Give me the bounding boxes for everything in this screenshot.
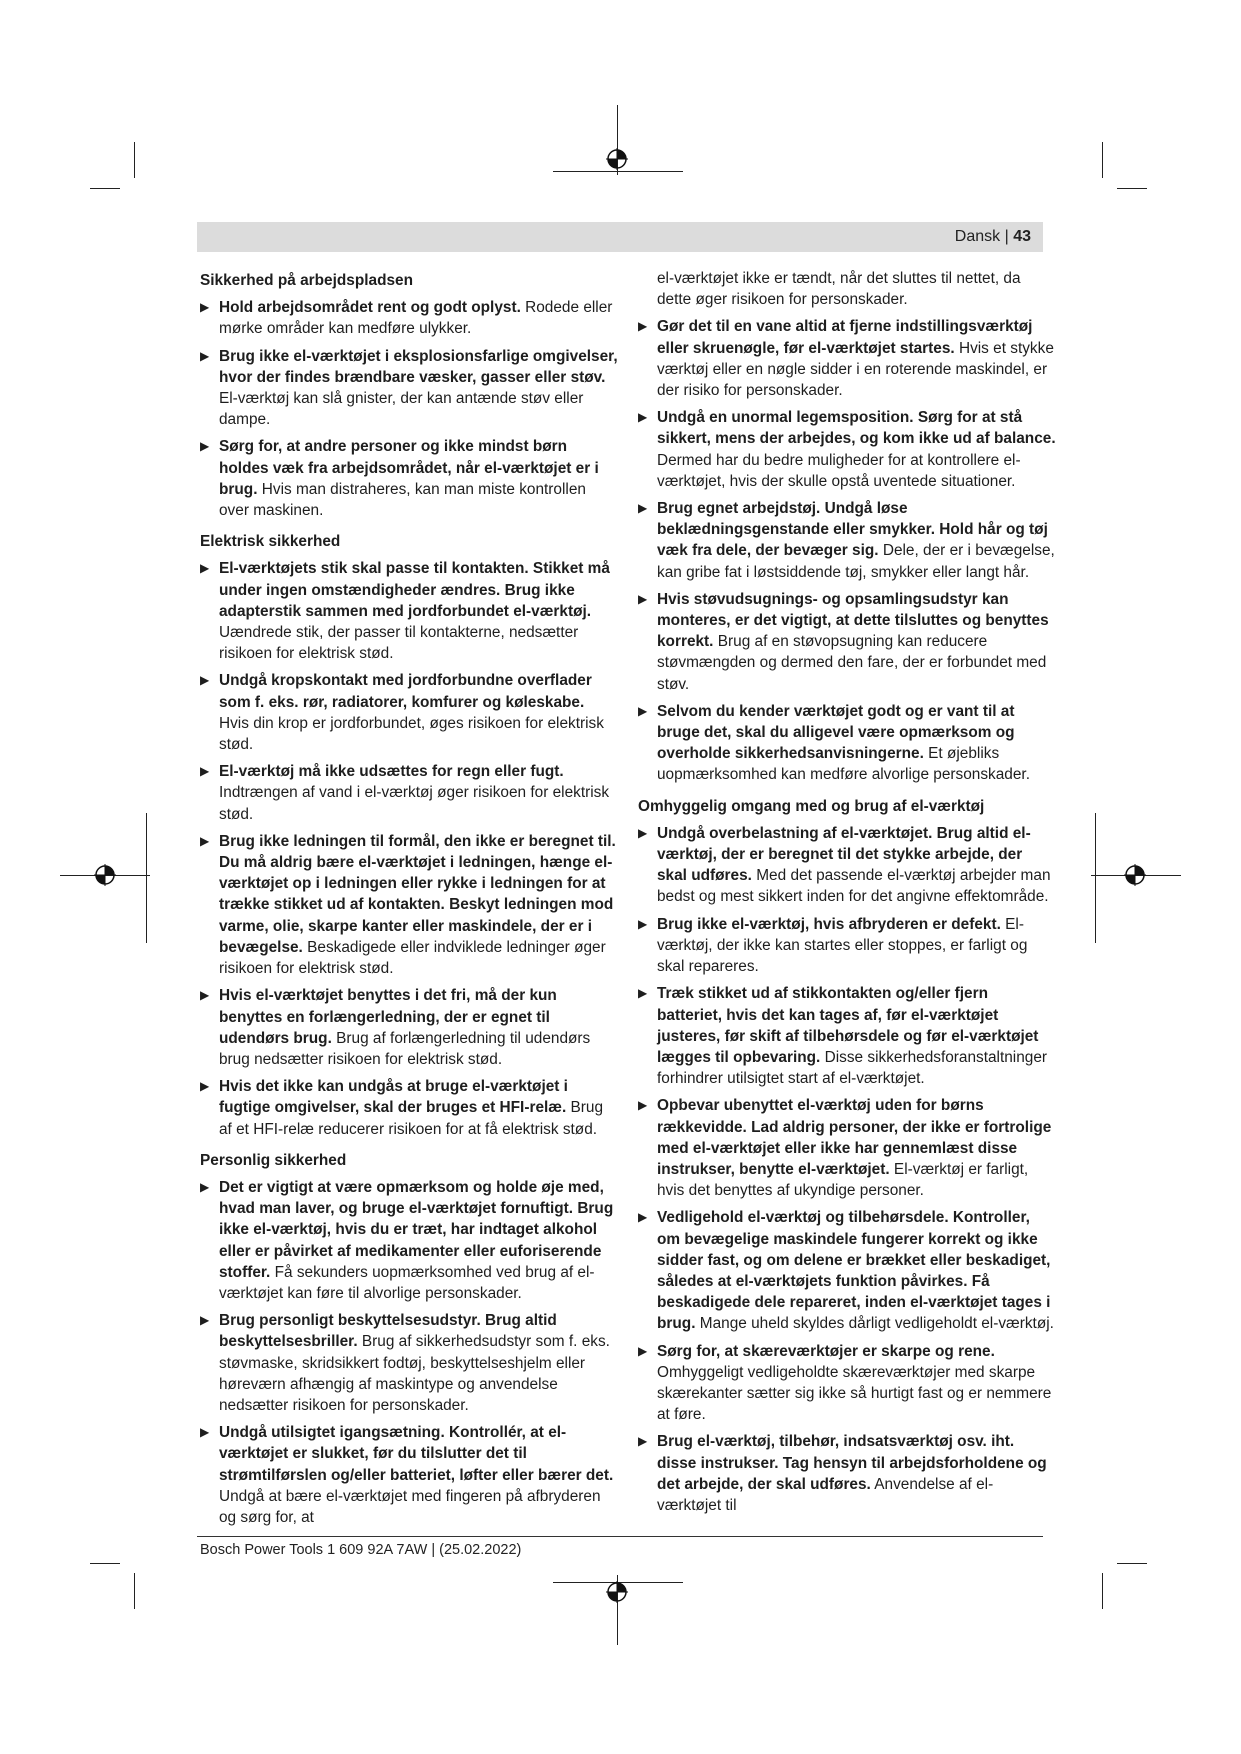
list-item	[638, 589, 1056, 695]
reg-top-h	[553, 171, 683, 172]
registration-target-icon	[606, 1581, 628, 1603]
bullet-triangle-icon: ▶	[200, 988, 210, 1003]
registration-target-icon	[606, 148, 628, 170]
registration-target-icon	[1124, 864, 1146, 886]
reg-left-v	[146, 813, 147, 943]
instruction-bold: Vedligehold el-værktøj og tilbehørsdele. Kontroller, om bevægelige maskindele fungerer korrekt og ikke sidder fast, og om delene er brækket eller beskadiget, således at el-værktøjets funktion påvirkes. Få beskadigede dele repareret, inden el-værktøjet tages i brug.	[657, 1209, 1051, 1333]
reg-right-v	[1095, 813, 1096, 943]
bullet-triangle-icon: ▶	[200, 1179, 210, 1194]
bullet-list	[200, 1177, 618, 1528]
instruction-bold: Opbevar ubenyttet el-værktøj uden for børns rækkevidde. Lad aldrig personer, der ikke er fortrolige med el-værktøjet eller ikke har gennemlæst disse instrukser, benytte el-værktøjet.	[657, 1097, 1052, 1178]
list-item	[638, 1095, 1056, 1201]
bullet-list	[638, 823, 1056, 1516]
instruction-explanation: Omhyggeligt vedligeholdte skæreværktøjer med skarpe skærekanter sætter sig ikke så hurtigt fast og er nemmere at føre.	[657, 1363, 1052, 1424]
list-item	[200, 1177, 618, 1304]
crop-mark-top-right-h	[1117, 188, 1147, 189]
section-heading: Personlig sikkerhed	[200, 1151, 347, 1169]
instruction-bold: Træk stikket ud af stikkontakten og/eller fjern batteriet, hvis det kan tages af, før el-værktøjet justeres, før skift af tilbehørsdele og før el-værktøjet lægges til opbevaring.	[657, 985, 1039, 1066]
instruction-explanation: Brug af forlængerledning til udendørs brug nedsætter risikoen for elektrisk stød.	[219, 1029, 591, 1068]
bullet-triangle-icon: ▶	[638, 1343, 648, 1358]
instruction-explanation: Beskadigede eller indviklede ledninger øger risikoen for elektrisk stød.	[219, 938, 606, 978]
header-separator: |	[1004, 228, 1009, 245]
crop-mark-top-right-v	[1102, 142, 1103, 178]
bullet-triangle-icon: ▶	[638, 1434, 648, 1449]
bullet-triangle-icon: ▶	[638, 591, 648, 606]
list-item	[200, 297, 618, 339]
bullet-triangle-icon: ▶	[638, 1098, 648, 1113]
bullet-triangle-icon: ▶	[638, 703, 648, 718]
list-item	[638, 914, 1056, 978]
page-header	[197, 222, 1043, 252]
instruction-bold: Undgå en unormal legemsposition. Sørg for at stå sikkert, mens der arbejdes, og kom ikke ud af balance.	[657, 409, 1056, 448]
bullet-triangle-icon: ▶	[200, 833, 210, 848]
instruction-bold: Hvis el-værktøjet benyttes i det fri, må der kun benyttes en forlængerledning, der er egnet til udendørs brug.	[219, 987, 557, 1047]
instruction-bold: Gør det til en vane altid at fjerne indstillingsværktøj eller skruenøgle, før el-værktøjet startes.	[657, 318, 1033, 357]
bullet-list	[200, 297, 618, 521]
bullet-triangle-icon: ▶	[200, 348, 210, 363]
instruction-explanation: Et øjebliks uopmærksomhed kan medføre alvorlige personskader.	[657, 745, 1030, 784]
list-item	[638, 1207, 1056, 1334]
instruction-explanation: Hvis man distraheres, kan man miste kontrollen over maskinen.	[219, 480, 586, 520]
instruction-bold: Selvom du kender værktøjet godt og er vant til at bruge det, skal du alligevel være opmærksom og overholde sikkerhedsanvisningerne.	[657, 702, 1015, 763]
bullet-triangle-icon: ▶	[638, 986, 648, 1001]
footer-rule	[197, 1536, 1043, 1537]
instruction-explanation: El-værktøj, der ikke kan startes eller stoppes, er farligt og skal repareres.	[657, 915, 1028, 976]
section-heading: Elektrisk sikkerhed	[200, 533, 341, 551]
bullet-triangle-icon: ▶	[638, 825, 648, 840]
page-number: 43	[1013, 228, 1031, 245]
instruction-bold: Brug ikke el-værktøj, hvis afbryderen er defekt.	[657, 915, 1001, 933]
bullet-triangle-icon: ▶	[638, 501, 648, 516]
crop-mark-top-left-h	[90, 188, 120, 189]
instruction-explanation: Dele, der er i bevægelse, kan gribe fat i løstsiddende tøj, smykker eller langt hår.	[657, 542, 1055, 581]
right-column	[638, 268, 1056, 1522]
footer-text: Bosch Power Tools 1 609 92A 7AW | (25.02.2022)	[200, 1542, 522, 1558]
instruction-bold: Hold arbejdsområdet rent og godt oplyst.	[219, 299, 521, 317]
instruction-explanation: Hvis din krop er jordforbundet, øges risikoen for elektrisk stød.	[219, 714, 604, 754]
list-item	[638, 1341, 1056, 1426]
instruction-explanation: Undgå at bære el-værktøjet med fingeren på afbryderen og sørg for, at	[219, 1487, 601, 1526]
list-item	[200, 346, 618, 431]
bullet-triangle-icon: ▶	[638, 916, 648, 931]
instruction-explanation: Brug af et HFI-relæ reducerer risikoen for at få elektrisk stød.	[219, 1099, 604, 1138]
instruction-bold: Brug ikke ledningen til formål, den ikke er beregnet til. Du må aldrig bære el-værktøjet i ledningen, hænge el-værktøjet op i ledningen eller rykke i ledningen for at trække stikket ud af kontakten. Beskyt ledningen mod varme, olie, skarpe kanter eller maskindele, der er i bevægelse.	[219, 832, 616, 956]
list-item	[200, 436, 618, 521]
section-heading: Omhyggelig omgang med og brug af el-værktøj	[638, 797, 985, 815]
crop-mark-bottom-right-h	[1117, 1563, 1147, 1564]
instruction-explanation: Disse sikkerhedsforanstaltninger forhindrer utilsigtet start af el-værktøjet.	[657, 1048, 1048, 1088]
instruction-bold: Brug el-værktøj, tilbehør, indsatsværktøj osv. iht. disse instrukser. Tag hensyn til arbejdsforholdene og det arbejde, der skal udføres.	[657, 1433, 1047, 1493]
bullet-triangle-icon: ▶	[638, 1210, 648, 1225]
instruction-bold: Brug ikke el-værktøjet i eksplosionsfarlige omgivelser, hvor der findes brændbare væsker, gasser eller støv.	[219, 347, 618, 386]
header-language: Dansk	[954, 228, 1001, 245]
instruction-bold: Undgå overbelastning af el-værktøjet. Brug altid el-værktøj, der er beregnet til det stykke arbejde, der skal udføres.	[657, 824, 1031, 885]
list-item	[200, 761, 618, 825]
crop-mark-bottom-right-v	[1102, 1573, 1103, 1609]
instruction-explanation: Brug af en støvopsugning kan reducere støvmængden og dermed den fare, der er forbundet med støv.	[657, 633, 1047, 693]
instruction-bold: Hvis støvudsugnings- og opsamlingsudstyr kan monteres, er det vigtigt, at dette tilsluttes og benyttes korrekt.	[657, 590, 1049, 651]
section-heading: Sikkerhed på arbejdspladsen	[200, 272, 413, 289]
list-item	[200, 558, 618, 664]
instruction-bold: Hvis det ikke kan undgås at bruge el-værktøjet i fugtige omgivelser, skal der bruges et HFI-relæ.	[219, 1078, 568, 1117]
instruction-explanation: Rodede eller mørke områder kan medføre ulykker.	[219, 299, 613, 338]
continued-paragraph: el-værktøjet ikke er tændt, når det sluttes til nettet, da dette øger risikoen for personskader.	[657, 270, 1021, 309]
instruction-bold: Brug personligt beskyttelsesudstyr. Brug altid beskyttelsesbriller.	[219, 1312, 557, 1351]
left-column	[200, 270, 618, 1534]
instruction-bold: Sørg for, at andre personer og ikke mindst børn holdes væk fra arbejdsområdet, når el-værktøjet er i brug.	[219, 438, 599, 498]
list-item	[638, 498, 1056, 583]
list-item	[638, 316, 1056, 401]
instruction-explanation: Mange uheld skyldes dårligt vedligeholdt el-værktøj.	[695, 1315, 1054, 1333]
instruction-bold: Brug egnet arbejdstøj. Undgå løse beklædningsgenstande eller smykker. Hold hår og tøj væk fra dele, der bevæger sig.	[657, 500, 1048, 560]
instruction-bold: Det er vigtigt at være opmærksom og holde øje med, hvad man laver, og bruge el-værktøjet fornuftigt. Brug ikke el-værktøj, hvis du er træt, har indtaget alkohol eller er påvirket af medikamenter eller euforiserende stoffer.	[219, 1178, 614, 1281]
instruction-explanation: Uændrede stik, der passer til kontakterne, nedsætter risikoen for elektrisk stød.	[219, 624, 579, 663]
bullet-triangle-icon: ▶	[200, 300, 210, 315]
crop-mark-top-left-v	[134, 142, 135, 178]
bullet-list	[638, 316, 1056, 785]
instruction-bold: Undgå kropskontakt med jordforbundne overflader som f. eks. rør, radiatorer, komfurer og køleskabe.	[219, 672, 592, 711]
bullet-triangle-icon: ▶	[200, 561, 210, 576]
instruction-explanation: Dermed har du bedre muligheder for at kontrollere el-værktøjet, hvis der skulle opstå uventede situationer.	[657, 451, 1021, 490]
instruction-explanation: El-værktøj er farligt, hvis det benyttes af ukyndige personer.	[657, 1160, 1029, 1200]
bullet-triangle-icon: ▶	[200, 439, 210, 454]
list-item	[200, 1310, 618, 1416]
bullet-triangle-icon: ▶	[200, 1425, 210, 1440]
list-item	[200, 831, 618, 979]
registration-target-icon	[94, 864, 116, 886]
instruction-explanation: El-værktøj kan slå gnister, der kan antænde støv eller dampe.	[219, 390, 584, 429]
instruction-bold: Sørg for, at skæreværktøjer er skarpe og rene.	[657, 1342, 995, 1360]
crop-mark-bottom-left-v	[134, 1573, 135, 1609]
instruction-bold: El-værktøj må ikke udsættes for regn eller fugt.	[219, 763, 564, 781]
instruction-explanation: Med det passende el-værktøj arbejder man bedst og mest sikkert inden for det angivne effektområde.	[657, 867, 1051, 906]
list-item	[638, 983, 1056, 1089]
header-label	[955, 222, 1043, 252]
list-item	[638, 407, 1056, 492]
list-item	[200, 1422, 618, 1528]
list-item	[638, 1431, 1056, 1516]
list-item	[200, 985, 618, 1070]
bullet-triangle-icon: ▶	[638, 410, 648, 425]
bullet-triangle-icon: ▶	[200, 764, 210, 779]
list-item	[638, 823, 1056, 908]
list-item	[200, 1076, 618, 1140]
bullet-triangle-icon: ▶	[200, 1079, 210, 1094]
bullet-triangle-icon: ▶	[200, 1313, 210, 1328]
bullet-triangle-icon: ▶	[200, 673, 210, 688]
instruction-explanation: Brug af sikkerhedsudstyr som f. eks. støvmaske, skridsikkert fodtøj, beskyttelseshjelm eller høreværn afhængig af maskintype og anvendelse nedsætter risikoen for personskader.	[219, 1333, 610, 1414]
instruction-explanation: Anvendelse af el-værktøjet til	[657, 1475, 994, 1514]
bullet-triangle-icon: ▶	[638, 319, 648, 334]
instruction-explanation: Hvis et stykke værktøj eller en nøgle sidder i en roterende maskindel, er der risiko for personskader.	[657, 339, 1054, 400]
instruction-explanation: Få sekunders uopmærksomhed ved brug af el-værktøjet kan føre til alvorlige personskader.	[219, 1263, 595, 1302]
instruction-explanation: Indtrængen af vand i el-værktøj øger risikoen for elektrisk stød.	[219, 784, 610, 823]
crop-mark-bottom-left-h	[90, 1563, 120, 1564]
instruction-bold: Undgå utilsigtet igangsætning. Kontrollér, at el-værktøjet er slukket, før du tilslutter det til strømtilførslen og/eller batteriet, løfter eller bærer det.	[219, 1424, 614, 1484]
list-item	[200, 670, 618, 755]
instruction-bold: El-værktøjets stik skal passe til kontakten. Stikket må under ingen omstændigheder ændres. Brug ikke adapterstik sammen med jordforbundet el-værktøj.	[219, 560, 610, 620]
list-item	[638, 701, 1056, 786]
bullet-list	[200, 558, 618, 1139]
